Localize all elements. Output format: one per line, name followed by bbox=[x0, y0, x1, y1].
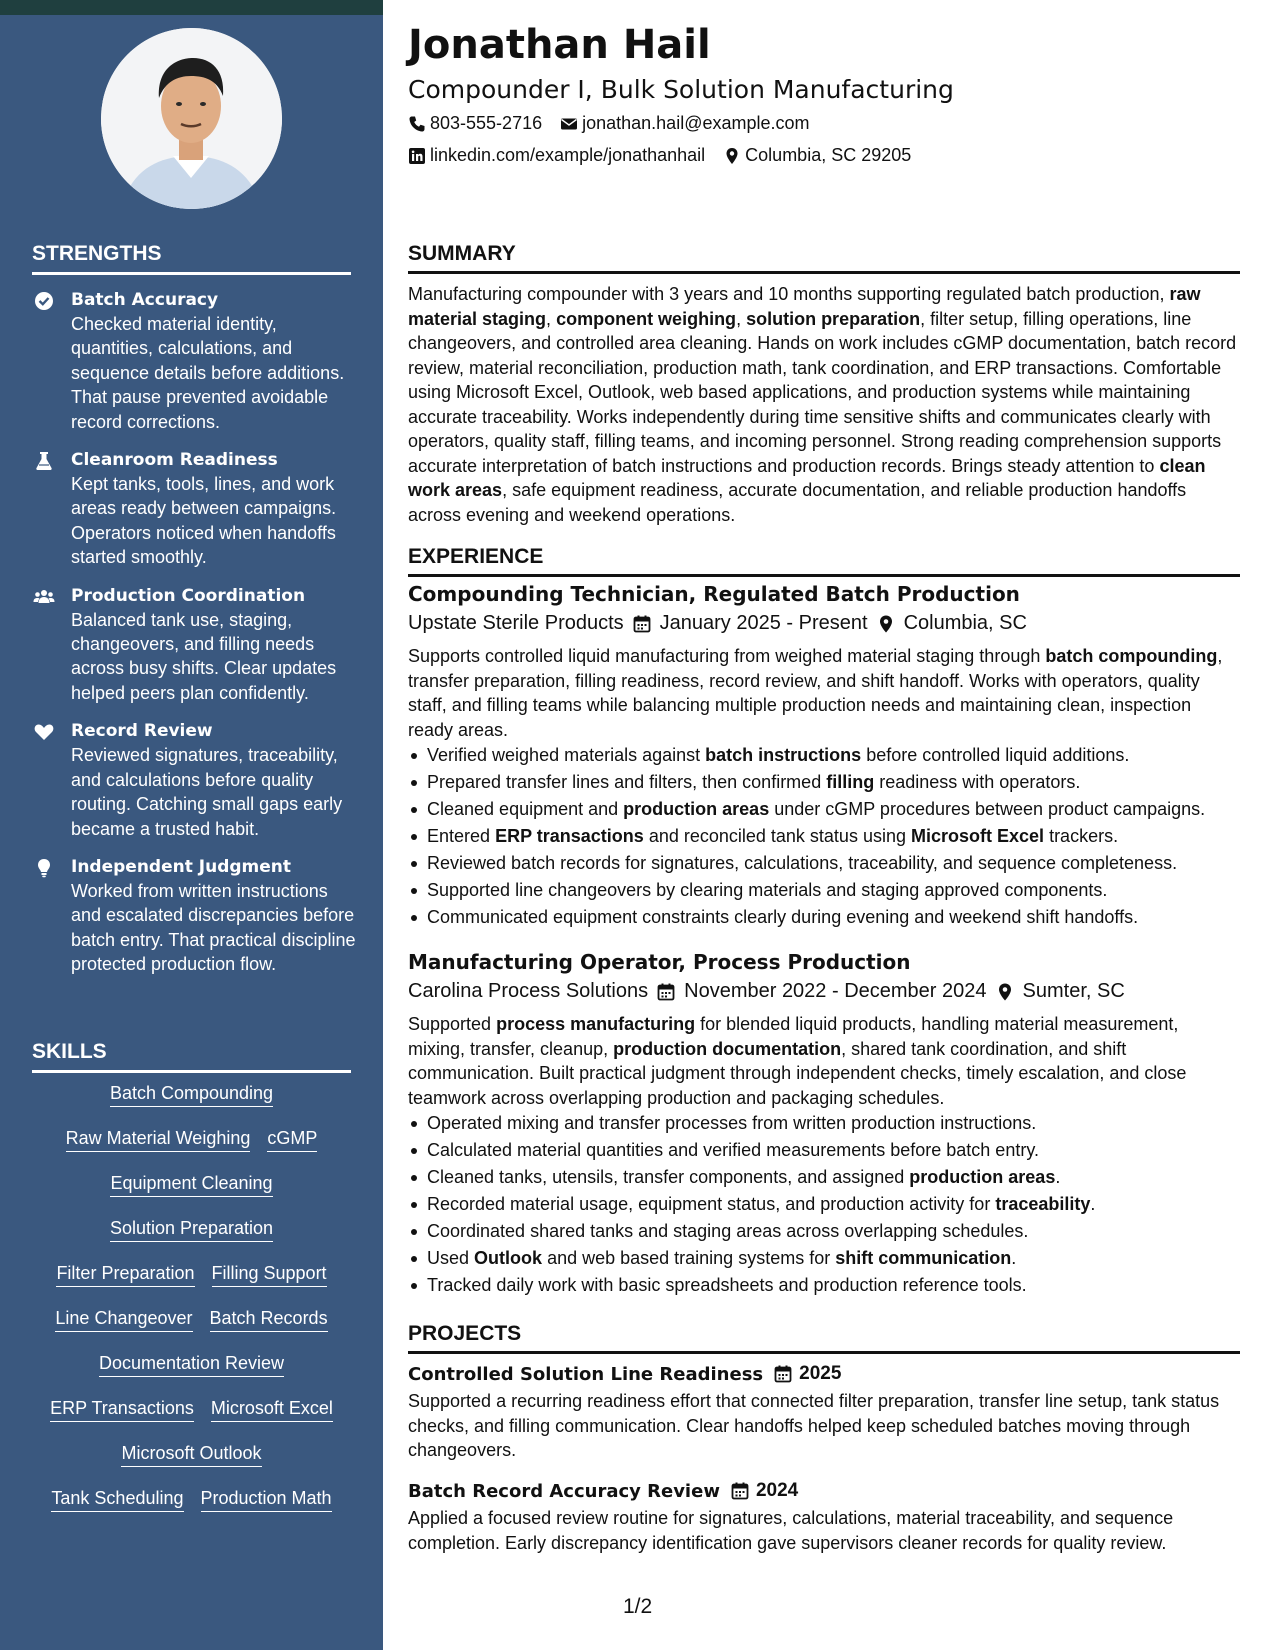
list-item bbox=[408, 1218, 1240, 1245]
list-item bbox=[408, 769, 1240, 796]
linkedin-text: linkedin.com/example/jonathanhail bbox=[430, 145, 706, 165]
strength-title: Batch Accuracy bbox=[71, 290, 219, 310]
project-description: Applied a focused review routine for signatures, calculations, material traceability, and sequence completion. Early discrepancy identification gave supervisors cleaner records for quality review. bbox=[408, 1508, 1174, 1553]
skill-tag: Equipment Cleaning bbox=[110, 1172, 272, 1197]
strength-description: Checked material identity, quantities, calculations, and sequence details before additions. That pause prevented avoidable record corrections. bbox=[71, 314, 345, 432]
strengths-list bbox=[32, 288, 357, 991]
strength-item bbox=[32, 855, 357, 977]
envelope-icon bbox=[560, 115, 578, 133]
bullet-text: Operated mixing and transfer processes from written production instructions. bbox=[427, 1113, 1037, 1133]
bullet-text: Recorded material usage, equipment status, and production activity for bbox=[427, 1194, 991, 1214]
project-header bbox=[408, 1480, 1240, 1502]
candidate-name: Jonathan Hail bbox=[408, 22, 711, 68]
skill-tag: Line Changeover bbox=[55, 1307, 192, 1332]
list-item bbox=[408, 877, 1240, 904]
list-item bbox=[408, 850, 1240, 877]
sidebar bbox=[0, 0, 383, 1650]
calendar-icon bbox=[656, 982, 676, 1002]
skill-tag: Tank Scheduling bbox=[51, 1487, 183, 1512]
job-description bbox=[408, 1012, 1240, 1110]
project-description: Supported a recurring readiness effort that connected filter preparation, transfer line setup, tank status checks, and filling communication. Clear handoffs helped keep scheduled batches moving through changeovers. bbox=[408, 1391, 1220, 1460]
strength-title: Independent Judgment bbox=[71, 856, 292, 877]
strength-title: Record Review bbox=[71, 721, 213, 742]
skill-tag: Documentation Review bbox=[99, 1352, 284, 1377]
job-dates: January 2025 - Present bbox=[659, 612, 868, 634]
bullet-text: Communicated equipment constraints clearly during evening and weekend shift handoffs. bbox=[427, 907, 1139, 927]
skill-tag: Microsoft Excel bbox=[211, 1397, 333, 1422]
project-entry bbox=[408, 1480, 1240, 1555]
location-text: Columbia, SC 29205 bbox=[745, 145, 912, 165]
contact-linkedin[interactable] bbox=[408, 145, 705, 166]
summary-text-part: , bbox=[736, 308, 747, 329]
skill-tag: Solution Preparation bbox=[110, 1217, 273, 1242]
list-item bbox=[408, 904, 1240, 931]
bullet-text: . bbox=[1011, 1248, 1017, 1268]
job-bullets bbox=[408, 742, 1240, 931]
strength-description: Balanced tank use, staging, changeovers, and filling needs across busy shifts. Clear updates helped peers plan confidently. bbox=[71, 609, 337, 703]
summary-keyword: clean work areas bbox=[408, 455, 1206, 500]
job-keyword: production documentation bbox=[613, 1038, 842, 1059]
strength-description: Worked from written instructions and escalated discrepancies before batch entry. That practical discipline protected production flow. bbox=[71, 880, 356, 975]
calendar-icon bbox=[773, 1364, 793, 1384]
map-pin-icon bbox=[995, 982, 1015, 1002]
flask-icon bbox=[33, 450, 55, 472]
project-entry bbox=[408, 1363, 1240, 1463]
check-circle-icon bbox=[33, 290, 55, 312]
map-pin-icon bbox=[723, 147, 741, 165]
bullet-keyword: Microsoft Excel bbox=[911, 826, 1045, 846]
bullet-text: Cleaned equipment and bbox=[427, 799, 619, 819]
job-title: Compounding Technician, Regulated Batch Production bbox=[408, 582, 1020, 606]
sidebar-top-bar bbox=[0, 0, 383, 15]
contact-row bbox=[408, 113, 810, 134]
list-item bbox=[408, 1110, 1240, 1137]
bullet-text: . bbox=[1090, 1194, 1096, 1214]
bullet-keyword: ERP transactions bbox=[495, 826, 644, 846]
lightbulb-icon bbox=[33, 857, 55, 879]
summary-text-part: , filter setup, filling operations, line changeovers, and controlled area cleaning. Hands on work includes cGMP documentation, batch record review, material reconciliation, production math, tank coordination, and ERP transactions. Comfortable using Microsoft Excel, Outlook, web based applications, and production systems while maintaining accurate traceability. Works independently during time sensitive shifts and communicates clearly with operators, quality staff, filling teams, and incoming personnel. Strong reading comprehension supports accurate interpretation of batch instructions and production records. Brings steady attention to bbox=[408, 308, 1237, 476]
skill-tag: ERP Transactions bbox=[50, 1397, 194, 1422]
job-keyword: batch compounding bbox=[1045, 646, 1218, 666]
phone-icon bbox=[408, 115, 426, 133]
contact-row bbox=[408, 145, 911, 166]
calendar-icon bbox=[632, 614, 652, 634]
email-text: jonathan.hail@example.com bbox=[582, 113, 810, 133]
contact-email[interactable] bbox=[560, 113, 809, 134]
bullet-keyword: production areas bbox=[909, 1167, 1056, 1187]
job-description bbox=[408, 644, 1240, 742]
bullet-keyword: traceability bbox=[995, 1194, 1091, 1214]
bullet-text: and web based training systems for bbox=[547, 1248, 831, 1268]
bullet-text: Coordinated shared tanks and staging areas across overlapping schedules. bbox=[427, 1221, 1029, 1241]
experience-heading: EXPERIENCE bbox=[408, 545, 1240, 577]
job-location: Sumter, SC bbox=[1022, 980, 1125, 1002]
summary-keyword: component weighing bbox=[556, 308, 737, 329]
job-dates: November 2022 - December 2024 bbox=[684, 980, 987, 1002]
skills-list bbox=[32, 1082, 351, 1532]
bullet-text: Reviewed batch records for signatures, calculations, traceability, and sequence completeness. bbox=[427, 853, 1178, 873]
bullet-text: Calculated material quantities and verified measurements before batch entry. bbox=[427, 1140, 1039, 1160]
project-header bbox=[408, 1363, 1240, 1385]
strength-item bbox=[32, 288, 357, 434]
bullet-keyword: shift communication bbox=[835, 1248, 1012, 1268]
list-item bbox=[408, 1164, 1240, 1191]
bullet-text: Cleaned tanks, utensils, transfer components, and assigned bbox=[427, 1167, 905, 1187]
bullet-text: Entered bbox=[427, 826, 491, 846]
profile-photo bbox=[101, 28, 282, 209]
job-entry bbox=[408, 582, 1240, 931]
calendar-icon bbox=[730, 1481, 750, 1501]
page-number: 1/2 bbox=[623, 1595, 653, 1618]
job-description-part: Supports controlled liquid manufacturing from weighed material staging through bbox=[408, 646, 1041, 666]
project-year-text: 2024 bbox=[755, 1480, 799, 1501]
strength-item bbox=[32, 719, 357, 841]
summary-keyword: raw material staging bbox=[408, 284, 1201, 329]
project-year-text: 2025 bbox=[799, 1363, 842, 1384]
strength-item bbox=[32, 584, 357, 706]
projects-heading: PROJECTS bbox=[408, 1322, 1240, 1354]
skill-tag: Batch Compounding bbox=[110, 1082, 273, 1107]
summary-text-part: , safe equipment readiness, accurate documentation, and reliable production handoffs across evening and weekend operations. bbox=[408, 480, 1187, 525]
skill-tag: Filling Support bbox=[212, 1262, 327, 1287]
bullet-text: readiness with operators. bbox=[879, 772, 1081, 792]
bullet-text: trackers. bbox=[1049, 826, 1119, 846]
people-group-icon bbox=[33, 586, 55, 608]
project-year bbox=[730, 1480, 798, 1502]
job-description-part: , shared tank coordination, and shift communication. Built practical judgment through independent checks, timely escalation, and close teamwork across overlapping production and packaging schedules. bbox=[408, 1038, 1187, 1108]
skill-tag: cGMP bbox=[267, 1127, 317, 1152]
contact-phone[interactable] bbox=[408, 113, 542, 134]
skill-tag: Microsoft Outlook bbox=[121, 1442, 261, 1467]
bullet-text: Used bbox=[427, 1248, 470, 1268]
job-title: Manufacturing Operator, Process Production bbox=[408, 950, 911, 974]
bullet-text: before controlled liquid additions. bbox=[866, 745, 1130, 765]
summary-text-part: , bbox=[546, 308, 557, 329]
skills-heading: SKILLS bbox=[32, 1040, 351, 1073]
linkedin-icon bbox=[408, 147, 426, 165]
job-bullets bbox=[408, 1110, 1240, 1299]
project-title: Controlled Solution Line Readiness bbox=[408, 1363, 764, 1385]
strength-title: Production Coordination bbox=[71, 585, 306, 606]
bullet-text: and reconciled tank status using bbox=[648, 826, 906, 846]
project-year bbox=[773, 1363, 841, 1385]
job-description-part: Supported bbox=[408, 1014, 492, 1034]
project-title: Batch Record Accuracy Review bbox=[408, 1480, 720, 1502]
strength-description: Kept tanks, tools, lines, and work areas ready between campaigns. Operators noticed when handoffs started smoothly. bbox=[71, 474, 337, 568]
strength-title: Cleanroom Readiness bbox=[71, 450, 278, 471]
summary-heading: SUMMARY bbox=[408, 242, 1240, 274]
bullet-keyword: batch instructions bbox=[705, 745, 862, 765]
job-company: Carolina Process Solutions bbox=[408, 980, 649, 1002]
job-keyword: process manufacturing bbox=[496, 1014, 696, 1034]
summary-text bbox=[408, 282, 1240, 527]
strength-item bbox=[32, 448, 357, 570]
bullet-text: Tracked daily work with basic spreadsheets and production reference tools. bbox=[427, 1275, 1027, 1295]
job-description-part: , transfer preparation, filling readiness, record review, and shift handoff. Works with operators, quality staff, and filling teams while balancing multiple production needs and maintaining clean, inspection ready areas. bbox=[408, 646, 1223, 740]
list-item bbox=[408, 823, 1240, 850]
list-item bbox=[408, 1191, 1240, 1218]
job-meta bbox=[408, 980, 1240, 1003]
strength-description: Reviewed signatures, traceability, and calculations before quality routing. Catching small gaps early became a trusted habit. bbox=[71, 745, 343, 839]
job-entry bbox=[408, 950, 1240, 1299]
list-item bbox=[408, 1245, 1240, 1272]
job-company: Upstate Sterile Products bbox=[408, 612, 624, 634]
bullet-keyword: filling bbox=[826, 772, 875, 792]
bullet-text: Verified weighed materials against bbox=[427, 745, 701, 765]
list-item bbox=[408, 1137, 1240, 1164]
list-item bbox=[408, 742, 1240, 769]
heart-icon bbox=[33, 721, 55, 743]
avatar bbox=[101, 28, 282, 209]
skill-tag: Batch Records bbox=[210, 1307, 328, 1332]
bullet-text: under cGMP procedures between product campaigns. bbox=[774, 799, 1206, 819]
candidate-title: Compounder I, Bulk Solution Manufacturing bbox=[408, 75, 954, 104]
bullet-keyword: production areas bbox=[623, 799, 770, 819]
skill-tag: Raw Material Weighing bbox=[66, 1127, 251, 1152]
map-pin-icon bbox=[876, 614, 896, 634]
strengths-heading: STRENGTHS bbox=[32, 242, 351, 275]
summary-text-part: Manufacturing compounder with 3 years and 10 months supporting regulated batch production, bbox=[408, 284, 1165, 304]
skill-tag: Production Math bbox=[201, 1487, 332, 1512]
job-location: Columbia, SC bbox=[903, 612, 1027, 634]
bullet-text: . bbox=[1055, 1167, 1061, 1187]
job-description-part: for blended liquid products, handling material measurement, mixing, transfer, cleanup, bbox=[408, 1014, 1179, 1059]
contact-location bbox=[723, 145, 911, 166]
skill-tag: Filter Preparation bbox=[56, 1262, 194, 1287]
list-item bbox=[408, 1272, 1240, 1299]
bullet-text: Supported line changeovers by clearing materials and staging approved components. bbox=[427, 880, 1108, 900]
job-meta bbox=[408, 612, 1240, 635]
summary-keyword: solution preparation bbox=[746, 308, 921, 329]
bullet-text: Prepared transfer lines and filters, then confirmed bbox=[427, 772, 822, 792]
list-item bbox=[408, 796, 1240, 823]
bullet-keyword: Outlook bbox=[474, 1248, 543, 1268]
phone-text: 803-555-2716 bbox=[430, 113, 543, 133]
